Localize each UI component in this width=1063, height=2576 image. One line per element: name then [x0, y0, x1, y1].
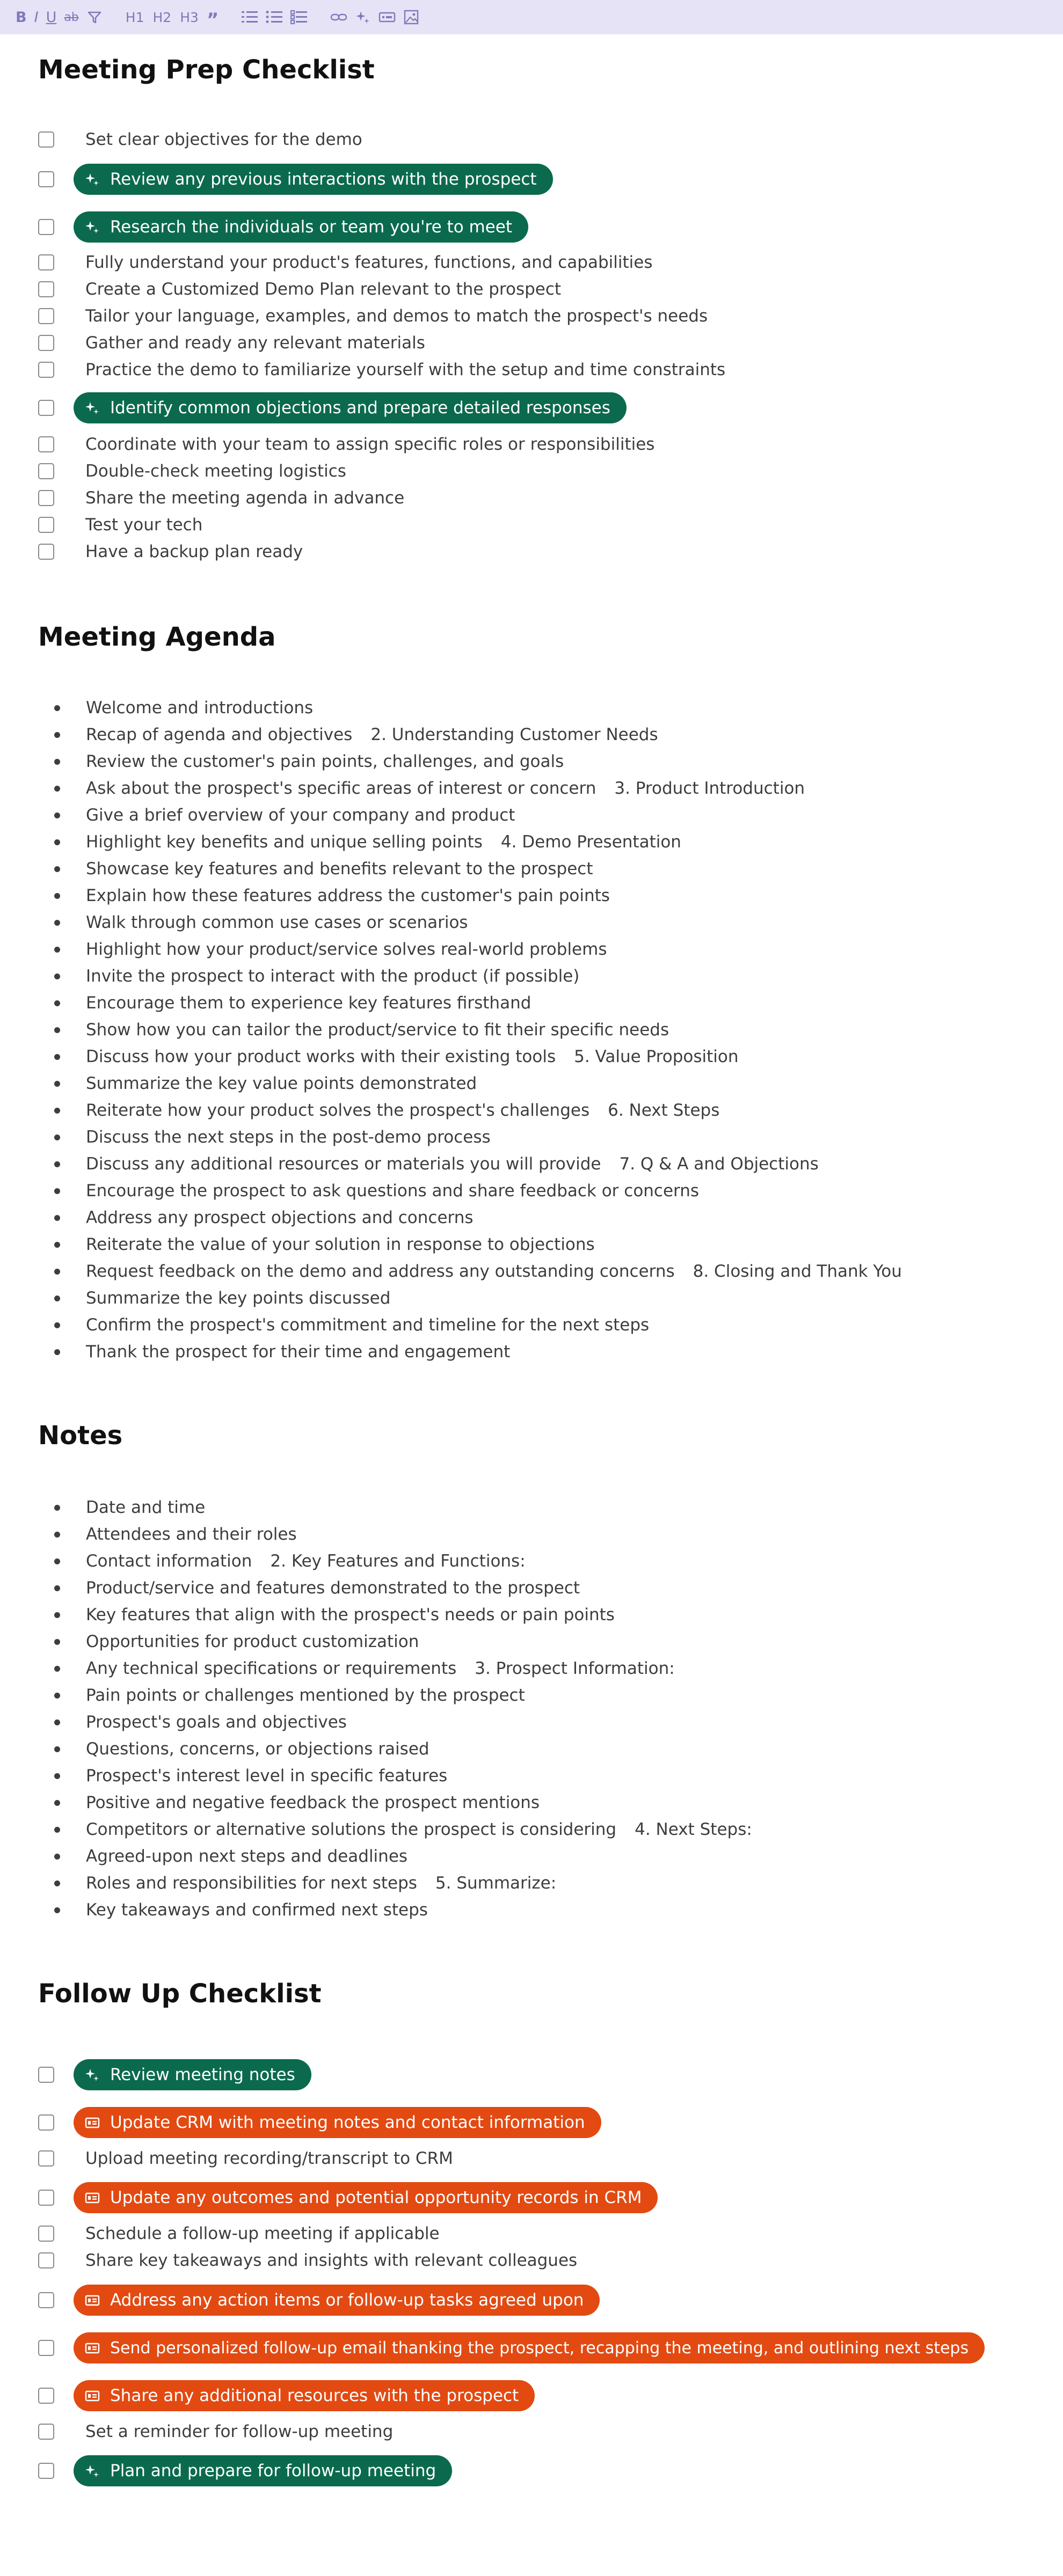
list-item-text: Product/service and features demonstrated to the prospect — [86, 1578, 580, 1598]
list-item-text: Positive and negative feedback the prospect mentions — [86, 1793, 540, 1812]
checklist-item — [38, 2059, 311, 2090]
bullet-dot — [54, 974, 60, 979]
checklist-item — [38, 2455, 452, 2486]
numbered-list-icon — [241, 10, 258, 25]
list-item — [38, 1548, 526, 1575]
bullet-dot — [54, 1349, 60, 1355]
image-icon — [403, 9, 419, 25]
list-item — [38, 1151, 819, 1177]
sparkle-icon — [84, 400, 100, 416]
bullet-dot — [54, 1269, 60, 1275]
section-title-meeting-prep: Meeting Prep Checklist — [38, 55, 375, 85]
chip-label: Address any action items or follow-up tasks agreed upon — [110, 2290, 584, 2310]
checklist-item — [38, 164, 553, 195]
list-item-text: Walk through common use cases or scenarios — [86, 913, 468, 932]
checkbox[interactable] — [38, 2292, 54, 2308]
list-item — [38, 1285, 390, 1312]
list-item-text: Date and time — [86, 1498, 206, 1517]
h2-label: H2 — [152, 9, 172, 25]
bullet-dot — [54, 1000, 60, 1006]
crm-task-chip[interactable] — [74, 2107, 601, 2138]
ai-task-chip[interactable] — [74, 2455, 452, 2486]
list-item-text: Questions, concerns, or objections raised — [86, 1739, 429, 1759]
crm-icon — [84, 2388, 100, 2404]
ai-task-chip[interactable] — [74, 2059, 311, 2090]
checklist-item-text: Have a backup plan ready — [85, 542, 303, 561]
checkbox[interactable] — [38, 490, 54, 506]
list-item — [38, 1655, 675, 1682]
bullet-dot — [54, 1296, 60, 1301]
quote-button[interactable] — [203, 6, 222, 31]
bullet-dot — [54, 1215, 60, 1221]
chip-label: Update CRM with meeting notes and contact information — [110, 2113, 585, 2132]
bullet-dot — [54, 893, 60, 899]
list-item — [38, 1177, 699, 1204]
underline-icon: U — [46, 9, 57, 26]
checklist-item — [38, 458, 346, 485]
crm-task-chip[interactable] — [74, 2182, 658, 2213]
list-item-text: Reiterate how your product solves the prospect's challenges — [86, 1101, 590, 1120]
checklist-item — [38, 276, 561, 303]
checklist-item — [38, 126, 362, 153]
list-item — [38, 694, 313, 721]
checklist-item-text: Practice the demo to familiarize yourself with the setup and time constraints — [85, 360, 726, 379]
list-item — [38, 1870, 556, 1897]
sparkle-icon — [84, 219, 100, 235]
list-item-subheading: 6. Next Steps — [608, 1101, 720, 1120]
bullet-dot — [54, 1746, 60, 1752]
list-item-subheading: 4. Next Steps: — [635, 1820, 752, 1839]
list-item-subheading: 5. Value Proposition — [574, 1047, 739, 1066]
list-item-text: Prospect's interest level in specific features — [86, 1766, 448, 1785]
list-item — [38, 963, 579, 990]
list-item — [38, 1124, 491, 1151]
list-item-text: Explain how these features address the customer's pain points — [86, 886, 610, 905]
list-item-text: Pain points or challenges mentioned by the prospect — [86, 1686, 525, 1705]
bullet-dot — [54, 1135, 60, 1140]
bullet-dot — [54, 1773, 60, 1779]
checklist-item-text: Double-check meeting logistics — [85, 462, 346, 481]
crm-icon — [84, 2190, 100, 2206]
checklist-item-text: Set clear objectives for the demo — [85, 130, 362, 149]
bullet-dot — [54, 1854, 60, 1860]
checkbox[interactable] — [38, 2150, 54, 2167]
quote-icon: ” — [206, 9, 219, 31]
sparkle-icon — [355, 9, 371, 25]
italic-button[interactable] — [31, 6, 42, 28]
list-item-subheading: 8. Closing and Thank You — [693, 1262, 902, 1281]
list-item — [38, 1312, 649, 1338]
chip-label: Research the individuals or team you're to meet — [110, 217, 513, 237]
list-item — [38, 1628, 419, 1655]
chip-label: Update any outcomes and potential opportunity records in CRM — [110, 2188, 642, 2207]
checklist-item-text: Schedule a follow-up meeting if applicable — [85, 2224, 440, 2243]
list-item-text: Opportunities for product customization — [86, 1632, 419, 1651]
list-item-text: Reiterate the value of your solution in response to objections — [86, 1235, 595, 1254]
heading-1-button[interactable] — [121, 6, 149, 28]
checkbox[interactable] — [38, 362, 54, 378]
bullet-dot — [54, 1639, 60, 1645]
list-item-text: Agreed-upon next steps and deadlines — [86, 1847, 408, 1866]
bullet-dot — [54, 947, 60, 953]
list-item — [38, 855, 593, 882]
checklist-item — [38, 511, 202, 538]
checkbox[interactable] — [38, 2424, 54, 2440]
numbered-list-button[interactable] — [237, 6, 262, 28]
bullet-dot — [54, 1827, 60, 1833]
checklist-item — [38, 303, 708, 330]
image-button[interactable] — [399, 6, 423, 28]
checkbox[interactable] — [38, 400, 54, 416]
ai-assist-button[interactable] — [351, 6, 375, 28]
checklist-item-text: Gather and ready any relevant materials — [85, 333, 425, 353]
sparkle-icon — [84, 2463, 100, 2479]
list-item — [38, 1016, 669, 1043]
checklist-item — [38, 211, 528, 243]
chip-label: Plan and prepare for follow-up meeting — [110, 2461, 436, 2480]
checklist-item — [38, 2220, 440, 2247]
list-item-text: Give a brief overview of your company and product — [86, 806, 515, 825]
list-item-text: Discuss the next steps in the post-demo process — [86, 1128, 491, 1147]
list-item — [38, 1601, 615, 1628]
crm-task-chip[interactable] — [74, 2380, 535, 2411]
checkbox[interactable] — [38, 171, 54, 187]
checklist-item — [38, 249, 652, 276]
bullet-dot — [54, 1322, 60, 1328]
list-item-subheading: 3. Product Introduction — [614, 779, 805, 798]
bullet-dot — [54, 786, 60, 792]
checklist-item — [38, 2380, 535, 2411]
formatting-toolbar — [0, 0, 1063, 34]
bullet-dot — [54, 1800, 60, 1806]
checklist-item — [38, 485, 404, 511]
list-item-text: Prospect's goals and objectives — [86, 1713, 347, 1732]
list-item — [38, 1789, 540, 1816]
bullet-dot — [54, 920, 60, 926]
checklist-item — [38, 2332, 985, 2363]
list-item-text: Address any prospect objections and concerns — [86, 1208, 474, 1227]
embed-button[interactable] — [375, 6, 399, 28]
chip-label: Send personalized follow-up email thanking the prospect, recapping the meeting, and outlining next steps — [110, 2338, 969, 2358]
list-item — [38, 1494, 205, 1521]
list-item — [38, 1575, 580, 1601]
checkbox[interactable] — [38, 219, 54, 235]
list-item-subheading: 7. Q & A and Objections — [619, 1154, 819, 1174]
heading-2-button[interactable] — [149, 6, 176, 28]
list-item — [38, 1204, 474, 1231]
bullet-dot — [54, 1719, 60, 1725]
bullet-dot — [54, 1027, 60, 1033]
list-item-text: Summarize the key points discussed — [86, 1289, 391, 1308]
checklist-item — [38, 2107, 601, 2138]
checklist-button[interactable] — [287, 6, 311, 28]
checklist-item — [38, 356, 725, 383]
bullet-dot — [54, 1666, 60, 1672]
list-item-text: Highlight how your product/service solves real-world problems — [86, 940, 607, 959]
bullet-dot — [54, 1242, 60, 1248]
checklist-icon — [290, 10, 308, 25]
bullet-dot — [54, 1505, 60, 1511]
checklist-item — [38, 2247, 577, 2274]
list-item-subheading: 4. Demo Presentation — [500, 832, 681, 852]
list-item-text: Review the customer's pain points, challenges, and goals — [86, 752, 564, 771]
checklist-item — [38, 538, 303, 565]
list-item-text: Summarize the key value points demonstrated — [86, 1074, 477, 1093]
bullet-dot — [54, 1081, 60, 1087]
heading-3-button[interactable] — [176, 6, 203, 28]
checklist-item-text: Share key takeaways and insights with relevant colleagues — [85, 2251, 578, 2270]
list-item — [38, 1709, 347, 1736]
list-item — [38, 1258, 902, 1285]
checkbox[interactable] — [38, 281, 54, 297]
checkbox[interactable] — [38, 335, 54, 351]
bullet-dot — [54, 732, 60, 738]
bold-button[interactable] — [12, 6, 31, 28]
ai-task-chip[interactable] — [74, 211, 528, 243]
checklist-item-text: Share the meeting agenda in advance — [85, 488, 405, 508]
list-item-text: Confirm the prospect's commitment and timeline for the next steps — [86, 1315, 650, 1335]
checkbox[interactable] — [38, 308, 54, 324]
chip-label: Review meeting notes — [110, 2065, 295, 2084]
bullet-dot — [54, 1558, 60, 1564]
list-item — [38, 1338, 510, 1365]
checklist-item — [38, 431, 654, 458]
chip-label: Identify common objections and prepare detailed responses — [110, 398, 610, 418]
list-item — [38, 1231, 595, 1258]
list-item — [38, 1097, 719, 1124]
bullet-dot — [54, 1532, 60, 1538]
checkbox[interactable] — [38, 436, 54, 452]
sparkle-icon — [84, 2067, 100, 2083]
checkbox[interactable] — [38, 2340, 54, 2356]
list-item — [38, 990, 531, 1016]
bullet-dot — [54, 1880, 60, 1886]
checklist-item — [38, 330, 425, 356]
bullet-dot — [54, 1188, 60, 1194]
checklist-item-text: Test your tech — [85, 515, 203, 535]
section-title-notes: Notes — [38, 1421, 123, 1451]
bullet-dot — [54, 1108, 60, 1114]
list-item-text: Any technical specifications or requirements — [86, 1659, 457, 1678]
h3-label: H3 — [180, 9, 199, 25]
strikethrough-button[interactable] — [60, 6, 82, 28]
list-item — [38, 1816, 752, 1843]
list-item-text: Ask about the prospect's specific areas of interest or concern — [86, 779, 596, 798]
list-item-text: Show how you can tailor the product/service to fit their specific needs — [86, 1020, 669, 1040]
list-item-text: Encourage the prospect to ask questions and share feedback or concerns — [86, 1181, 700, 1201]
list-item-text: Request feedback on the demo and address any outstanding concerns — [86, 1262, 675, 1281]
list-item — [38, 748, 564, 775]
bullet-dot — [54, 1612, 60, 1618]
bullet-dot — [54, 1054, 60, 1060]
bullet-dot — [54, 705, 60, 711]
crm-icon — [84, 2340, 100, 2356]
bullet-dot — [54, 866, 60, 872]
checklist-item — [38, 2182, 658, 2213]
list-item — [38, 1521, 297, 1548]
checklist-item-text: Tailor your language, examples, and demos to match the prospect's needs — [85, 306, 708, 326]
bold-icon: B — [16, 9, 27, 26]
list-item — [38, 829, 681, 855]
list-item-text: Showcase key features and benefits relevant to the prospect — [86, 859, 593, 879]
checklist-item — [38, 2418, 393, 2445]
bullet-list-button[interactable] — [262, 6, 287, 28]
list-item-text: Discuss any additional resources or materials you will provide — [86, 1154, 601, 1174]
bullet-dot — [54, 839, 60, 845]
list-item-subheading: 5. Summarize: — [435, 1874, 557, 1893]
highlight-icon — [86, 9, 103, 25]
list-item — [38, 1043, 739, 1070]
h1-label: H1 — [125, 9, 144, 25]
checklist-item-text: Set a reminder for follow-up meeting — [85, 2422, 394, 2441]
bullet-dot — [54, 1161, 60, 1167]
checkbox[interactable] — [38, 517, 54, 533]
italic-icon: I — [34, 9, 39, 26]
checkbox[interactable] — [38, 463, 54, 479]
bullet-dot — [54, 759, 60, 765]
list-item-text: Key features that align with the prospect's needs or pain points — [86, 1605, 615, 1624]
list-item-text: Welcome and introductions — [86, 698, 314, 718]
crm-task-chip[interactable] — [74, 2332, 985, 2363]
list-item — [38, 1682, 525, 1709]
checklist-item-text: Upload meeting recording/transcript to CRM — [85, 2149, 453, 2168]
crm-icon — [84, 2114, 100, 2131]
checklist-item — [38, 2145, 453, 2172]
link-button[interactable] — [326, 6, 351, 28]
list-item-text: Roles and responsibilities for next steps — [86, 1874, 417, 1893]
crm-icon — [84, 2292, 100, 2308]
checklist-item-text: Coordinate with your team to assign specific roles or responsibilities — [85, 435, 655, 454]
list-item-subheading: 2. Understanding Customer Needs — [370, 725, 658, 744]
ai-task-chip[interactable] — [74, 164, 553, 195]
list-item-text: Attendees and their roles — [86, 1525, 297, 1544]
highlight-button[interactable] — [83, 6, 106, 28]
chip-label: Review any previous interactions with the prospect — [110, 170, 537, 189]
section-title-follow-up: Follow Up Checklist — [38, 1979, 322, 2009]
checkbox[interactable] — [38, 2252, 54, 2268]
list-item — [38, 775, 805, 802]
bullet-dot — [54, 1585, 60, 1591]
list-item — [38, 802, 515, 829]
bullet-list-icon — [266, 10, 283, 25]
crm-task-chip[interactable] — [74, 2285, 600, 2316]
list-item — [38, 1736, 429, 1762]
underline-button[interactable] — [42, 6, 61, 28]
bullet-dot — [54, 813, 60, 818]
sparkle-icon — [84, 171, 100, 187]
embed-icon — [378, 10, 396, 25]
list-item-text: Recap of agenda and objectives — [86, 725, 353, 744]
bullet-dot — [54, 1907, 60, 1913]
checkbox[interactable] — [38, 2067, 54, 2083]
list-item-text: Highlight key benefits and unique selling points — [86, 832, 483, 852]
list-item — [38, 1070, 477, 1097]
list-item-subheading: 2. Key Features and Functions: — [270, 1552, 526, 1571]
list-item-text: Invite the prospect to interact with the product (if possible) — [86, 967, 580, 986]
link-icon — [330, 10, 347, 25]
checkbox[interactable] — [38, 2226, 54, 2242]
list-item — [38, 1843, 407, 1870]
bullet-dot — [54, 1693, 60, 1699]
strikethrough-icon: ab — [64, 10, 79, 24]
list-item — [38, 936, 607, 963]
list-item-text: Competitors or alternative solutions the prospect is considering — [86, 1820, 617, 1839]
list-item-text: Encourage them to experience key features firsthand — [86, 993, 532, 1013]
checkbox[interactable] — [38, 544, 54, 560]
list-item — [38, 882, 610, 909]
list-item — [38, 909, 468, 936]
list-item-text: Discuss how your product works with their existing tools — [86, 1047, 556, 1066]
chip-label: Share any additional resources with the prospect — [110, 2386, 519, 2405]
checklist-item — [38, 2285, 600, 2316]
list-item — [38, 1762, 447, 1789]
checkbox[interactable] — [38, 2190, 54, 2206]
ai-task-chip[interactable] — [74, 392, 627, 423]
list-item — [38, 721, 658, 748]
checkbox[interactable] — [38, 2463, 54, 2479]
list-item-text: Contact information — [86, 1552, 252, 1571]
checklist-item — [38, 392, 627, 423]
checkbox[interactable] — [38, 254, 54, 270]
list-item — [38, 1897, 428, 1923]
list-item-subheading: 3. Prospect Information: — [475, 1659, 675, 1678]
list-item-text: Key takeaways and confirmed next steps — [86, 1900, 428, 1920]
checkbox[interactable] — [38, 2388, 54, 2404]
list-item-text: Thank the prospect for their time and engagement — [86, 1342, 511, 1362]
section-title-meeting-agenda: Meeting Agenda — [38, 622, 276, 652]
checkbox[interactable] — [38, 2114, 54, 2131]
checkbox[interactable] — [38, 131, 54, 148]
checklist-item-text: Fully understand your product's features, functions, and capabilities — [85, 253, 653, 272]
checklist-item-text: Create a Customized Demo Plan relevant to the prospect — [85, 280, 562, 299]
